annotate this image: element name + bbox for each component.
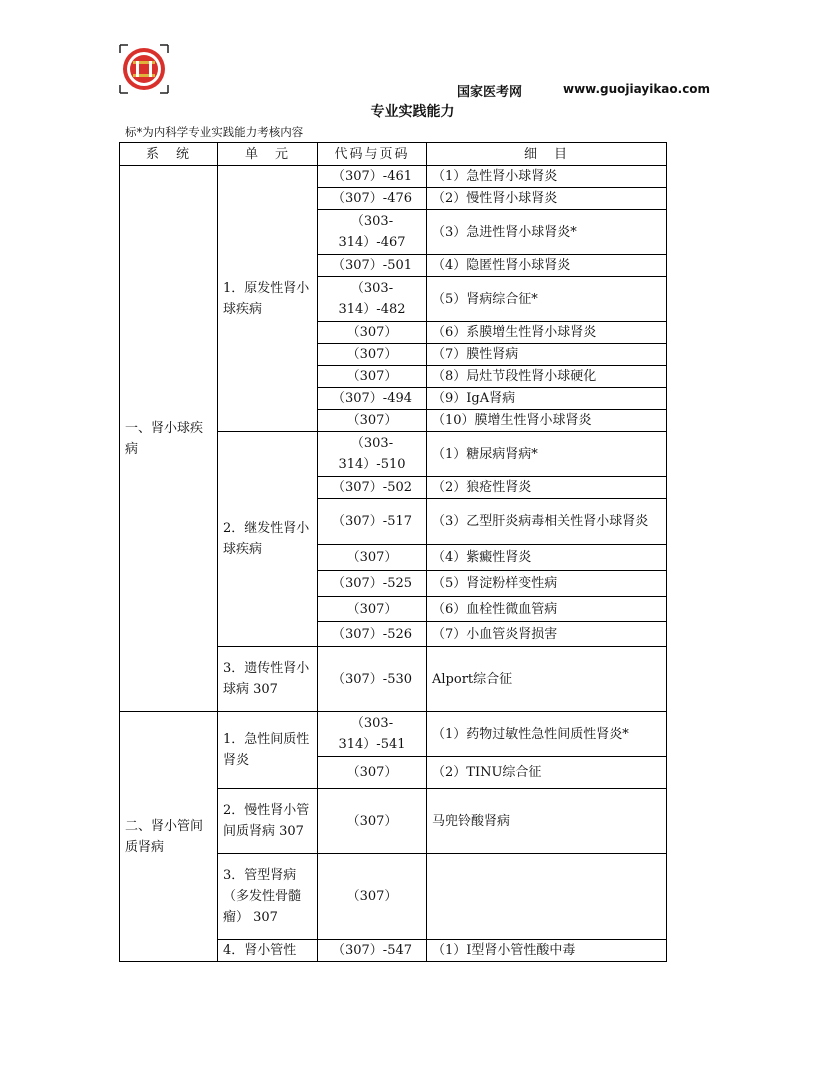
code-cell: （307）	[318, 854, 427, 940]
item-cell: （5）肾病综合征*	[427, 277, 667, 322]
item-cell: （5）肾淀粉样变性病	[427, 571, 667, 597]
header-code: 代码与页码	[318, 143, 427, 166]
code-cell: （303-314）-482	[318, 277, 427, 322]
item-cell: （1）急性肾小球肾炎	[427, 166, 667, 188]
item-cell: （2）狼疮性肾炎	[427, 477, 667, 499]
unit-cell: 1．急性间质性肾炎	[218, 712, 318, 789]
system-cell: 二、肾小管间质肾病	[120, 712, 218, 962]
item-cell: （1）糖尿病肾病*	[427, 432, 667, 477]
item-cell: （6）系膜增生性肾小球肾炎	[427, 322, 667, 344]
site-name: 国家医考网	[457, 85, 523, 100]
item-cell: （3）乙型肝炎病毒相关性肾小球肾炎	[427, 499, 667, 545]
unit-cell: 1．原发性肾小球疾病	[218, 166, 318, 432]
table-row	[120, 712, 667, 757]
item-cell: （10）膜增生性肾小球肾炎	[427, 410, 667, 432]
item-cell: （8）局灶节段性肾小球硬化	[427, 366, 667, 388]
code-cell: （307）-501	[318, 255, 427, 277]
item-cell: （7）膜性肾病	[427, 344, 667, 366]
item-cell: （2）TINU综合征	[427, 757, 667, 789]
code-cell: （307）	[318, 757, 427, 789]
syllabus-table	[119, 142, 667, 962]
code-cell: （307）	[318, 366, 427, 388]
item-cell: （2）慢性肾小球肾炎	[427, 188, 667, 210]
header-unit: 单 元	[218, 143, 318, 166]
item-cell: （4）紫癜性肾炎	[427, 545, 667, 571]
item-cell: Alport综合征	[427, 647, 667, 712]
item-cell: （6）血栓性微血管病	[427, 597, 667, 622]
code-cell: （307）-517	[318, 499, 427, 545]
site-url[interactable]: www.guojiayikao.com	[563, 82, 711, 96]
unit-cell: 3．遗传性肾小球病 307	[218, 647, 318, 712]
item-cell: （9）IgA肾病	[427, 388, 667, 410]
code-cell: （307）-530	[318, 647, 427, 712]
code-cell: （307）-525	[318, 571, 427, 597]
code-cell: （303-314）-510	[318, 432, 427, 477]
code-cell: （307）-526	[318, 622, 427, 647]
code-cell: （307）-547	[318, 940, 427, 962]
unit-cell: 2．慢性肾小管间质肾病 307	[218, 789, 318, 854]
code-cell: （303-314）-541	[318, 712, 427, 757]
item-cell: （1）I型肾小管性酸中毒	[427, 940, 667, 962]
item-cell: （3）急进性肾小球肾炎*	[427, 210, 667, 255]
code-cell: （307）	[318, 789, 427, 854]
code-cell: （307）-494	[318, 388, 427, 410]
unit-cell: 2．继发性肾小球疾病	[218, 432, 318, 647]
code-cell: （307）	[318, 344, 427, 366]
code-cell: （307）	[318, 545, 427, 571]
guojiayikao-logo	[119, 44, 169, 94]
code-cell: （307）-476	[318, 188, 427, 210]
page-title: 专业实践能力	[370, 104, 455, 120]
item-cell: （4）隐匿性肾小球肾炎	[427, 255, 667, 277]
table-row	[120, 166, 667, 188]
item-cell	[427, 854, 667, 940]
code-cell: （307）-461	[318, 166, 427, 188]
header-system: 系 统	[120, 143, 218, 166]
code-cell: （307）	[318, 410, 427, 432]
code-cell: （307）	[318, 322, 427, 344]
code-cell: （307）-502	[318, 477, 427, 499]
header-item: 细 目	[427, 143, 667, 166]
item-cell: 马兜铃酸肾病	[427, 789, 667, 854]
item-cell: （1）药物过敏性急性间质性肾炎*	[427, 712, 667, 757]
code-cell: （307）	[318, 597, 427, 622]
code-cell: （303-314）-467	[318, 210, 427, 255]
unit-cell: 4．肾小管性	[218, 940, 318, 962]
system-cell: 一、肾小球疾病	[120, 166, 218, 712]
unit-cell: 3．管型肾病（多发性骨髓瘤） 307	[218, 854, 318, 940]
legend-note: 标*为内科学专业实践能力考核内容	[125, 125, 304, 139]
item-cell: （7）小血管炎肾损害	[427, 622, 667, 647]
table-header-row	[120, 143, 667, 166]
